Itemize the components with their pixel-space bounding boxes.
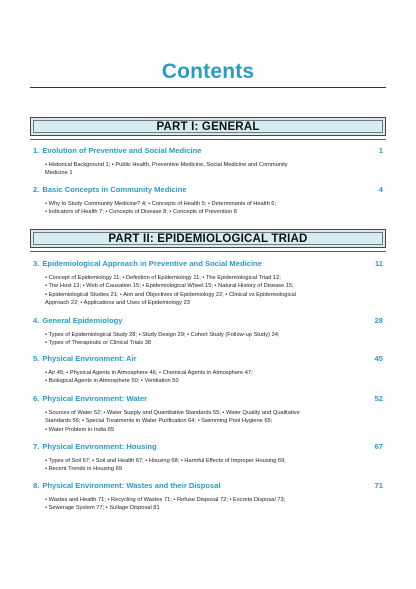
topic-line: • Concept of Epidemiology 11; • Definition of Epidemiology 11; • The Epidemiological Triad 12; [45, 275, 281, 281]
chapter-page: 45 [374, 354, 383, 363]
chapter-topics [45, 409, 380, 434]
topic-line: • Historical Background 1; • Public Health, Preventive Medicine, Social Medicine and Community [45, 162, 288, 168]
chapter-title: Physical Environment: Air [42, 354, 137, 363]
toc-chapter[interactable] [33, 146, 383, 155]
topic-line: Medicine 1 [45, 170, 73, 177]
chapter-number: 7. [33, 442, 40, 451]
topic-line: • Types of Soil 67; • Soil and Health 67; • Housing 68; • Harmful Effects of Improper Housing 69; [45, 458, 286, 464]
topic-line: • Water Problem in India 65 [45, 426, 115, 433]
topic-line: • Epidemiological Studies 21; • Aim and Objectives of Epidemiology 22; • Clinical vs Epidemiological [45, 291, 296, 298]
toc-chapter[interactable] [33, 316, 383, 325]
chapter-page: 4 [378, 185, 383, 194]
part-header [30, 229, 386, 248]
toc-chapter[interactable] [33, 185, 383, 194]
chapter-page: 71 [374, 481, 383, 490]
chapter-topics [45, 200, 380, 217]
topic-line: • Biological Agents in Atmosphere 50; • Ventilation 50 [45, 378, 179, 385]
topic-line: • Sources of Water 52; • Water Supply and Quantitative Standards 55; • Water Quality and Qualitative [45, 410, 300, 416]
chapter-page: 1 [378, 146, 383, 155]
chapter-page: 28 [374, 316, 383, 325]
chapter-title: Physical Environment: Water [42, 394, 148, 403]
topic-line: Approach 22; • Applications and Uses of Epidemiology 23 [45, 299, 190, 306]
chapter-topics [45, 369, 380, 386]
chapter-title: Physical Environment: Wastes and their Disposal [42, 481, 221, 490]
page-title: Contents [161, 60, 255, 83]
toc-chapter[interactable] [33, 259, 383, 268]
chapter-title: General Epidemiology [42, 316, 123, 325]
part-rule [30, 251, 386, 252]
part-label: PART II: EPIDEMIOLOGICAL TRIAD [108, 232, 308, 245]
chapter-number: 4. [33, 316, 40, 325]
chapter-title: Basic Concepts in Community Medicine [42, 185, 187, 194]
chapter-number: 5. [33, 354, 40, 363]
chapter-number: 3. [33, 259, 40, 268]
topic-line: • Recent Trends in Housing 69 [45, 466, 122, 473]
chapter-number: 8. [33, 481, 40, 490]
topic-line: • Indicators of Health 7; • Concepts of Disease 8; • Concepts of Prevention 8 [45, 209, 237, 216]
toc-chapter[interactable] [33, 442, 383, 451]
part-rule [30, 139, 386, 140]
chapter-number: 2. [33, 185, 40, 194]
chapter-topics [45, 274, 380, 307]
topic-line: • Wastes and Health 71; • Recycling of Wastes 71; • Refuse Disposal 72; • Excreta Disposal 73; [45, 497, 286, 503]
topic-line: Standards 56; • Special Treatments in Water Purification 64; • Swimming Pool Hygiene 65; [45, 418, 273, 425]
chapter-number: 6. [33, 394, 40, 403]
chapter-topics [45, 331, 380, 348]
toc-chapter[interactable] [33, 354, 383, 363]
topic-line: • Types of Therapeutic or Clinical Trials 38 [45, 340, 152, 347]
chapter-title: Evolution of Preventive and Social Medicine [42, 146, 202, 155]
chapter-title: Physical Environment: Housing [42, 442, 157, 451]
chapter-topics [45, 161, 380, 178]
chapter-topics [45, 496, 380, 513]
topic-line: • The Host 13; • Web of Causation 15; • Epidemiological Wheel 15; • Natural History of Disease 15; [45, 283, 294, 290]
chapter-page: 67 [374, 442, 383, 451]
topic-line: • Air 45; • Physical Agents in Atmosphere 46; • Chemical Agents in Atmosphere 47; [45, 370, 253, 376]
chapter-number: 1. [33, 146, 40, 155]
topic-line: • Sewerage System 77; • Sullage Disposal 81 [45, 505, 160, 512]
chapter-page: 11 [374, 259, 383, 268]
chapter-title: Epidemiological Approach in Preventive and Social Medicine [42, 259, 262, 268]
part-header [30, 117, 386, 136]
topic-line: • Types of Epidemiological Study 28; • Study Design 29; • Cohort Study (Follow-up Study) 34; [45, 332, 280, 338]
part-label: PART I: GENERAL [156, 120, 260, 133]
title-rule [30, 87, 386, 88]
toc-chapter[interactable] [33, 394, 383, 403]
toc-chapter[interactable] [33, 481, 383, 490]
chapter-page: 52 [374, 394, 383, 403]
chapter-topics [45, 457, 380, 474]
topic-line: • Why to Study Community Medicine? 4; • Concepts of Health 5; • Determinants of Health 6; [45, 201, 277, 207]
